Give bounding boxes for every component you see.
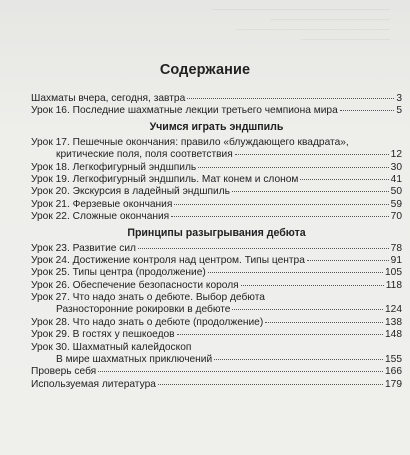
dot-leader bbox=[235, 154, 389, 155]
dot-leader bbox=[177, 334, 383, 335]
toc-entry-title: Проверь себя bbox=[31, 366, 97, 378]
toc-entry-page: 148 bbox=[385, 329, 402, 341]
toc-entry-page: 50 bbox=[390, 186, 402, 198]
toc-entry-title: Урок 23. Развитие сил bbox=[31, 242, 136, 254]
dot-leader bbox=[307, 260, 389, 261]
table-of-contents bbox=[31, 93, 402, 391]
dot-leader bbox=[158, 384, 383, 385]
toc-entry-page: 166 bbox=[385, 366, 402, 378]
dot-leader bbox=[174, 204, 388, 205]
toc-entry-page: 59 bbox=[390, 198, 402, 210]
section-heading-endgame: Учимся играть эндшпиль bbox=[149, 120, 284, 133]
page-title: Содержание bbox=[159, 62, 251, 78]
dot-leader bbox=[232, 309, 383, 310]
bleed-through-text: ──────────────────────────────────── ──────────────────────── ─────────────────────────────── ────────────────── bbox=[211, 7, 390, 44]
dot-leader bbox=[241, 285, 384, 286]
dot-leader bbox=[171, 216, 388, 217]
toc-entry-page: 78 bbox=[390, 242, 402, 254]
toc-entry[interactable] bbox=[31, 162, 402, 174]
toc-entry[interactable] bbox=[31, 211, 402, 223]
toc-entry-page: 41 bbox=[390, 173, 402, 185]
dot-leader bbox=[265, 322, 383, 323]
toc-entry-line: Урок 27. Что надо знать о дебюте. Выбор дебюта bbox=[31, 292, 265, 304]
toc-entry-title: Урок 19. Легкофигурный эндшпиль. Мат конем и слоном bbox=[31, 173, 299, 185]
toc-entry[interactable] bbox=[31, 149, 402, 161]
toc-entry-title: Урок 20. Экскурсия в ладейный эндшпиль bbox=[31, 186, 230, 198]
toc-entry-page: 3 bbox=[396, 93, 402, 104]
toc-entry-line: Урок 17. Пешечные окончания: правило «блуждающего квадрата», bbox=[31, 136, 349, 148]
dot-leader bbox=[232, 191, 389, 192]
toc-entry[interactable] bbox=[31, 243, 402, 255]
dot-leader bbox=[187, 98, 394, 99]
toc-entry-page: 179 bbox=[385, 378, 402, 390]
toc-entry[interactable] bbox=[31, 186, 402, 198]
toc-entry-title: Шахматы вчера, сегодня, завтра bbox=[31, 93, 186, 104]
toc-entry[interactable] bbox=[31, 267, 402, 279]
section-heading-opening: Принципы разыгрывания дебюта bbox=[127, 226, 306, 239]
toc-entry-page: 138 bbox=[385, 316, 402, 328]
toc-entry-page: 124 bbox=[385, 304, 402, 316]
toc-entry-page: 30 bbox=[390, 161, 402, 173]
toc-entry-title: Урок 16. Последние шахматные лекции третьего чемпиона мира bbox=[31, 105, 338, 117]
dot-leader bbox=[98, 371, 383, 372]
toc-entry-line: Урок 30. Шахматный калейдоскоп bbox=[31, 341, 192, 353]
toc-entry-page: 70 bbox=[390, 211, 402, 223]
toc-entry[interactable] bbox=[31, 304, 402, 316]
toc-entry-title: Урок 22. Сложные окончания bbox=[31, 211, 170, 223]
toc-entry-title: Урок 28. Что надо знать о дебюте (продолжение) bbox=[31, 316, 264, 328]
dot-leader bbox=[300, 179, 388, 180]
toc-entry-title: Урок 21. Ферзевые окончания bbox=[31, 198, 173, 210]
toc-entry-page: 12 bbox=[390, 149, 402, 161]
toc-entry-page: 91 bbox=[390, 254, 402, 266]
toc-entry[interactable] bbox=[31, 255, 402, 267]
toc-entry[interactable] bbox=[31, 366, 402, 378]
toc-entry[interactable] bbox=[31, 280, 402, 292]
toc-entry-title: Урок 24. Достижение контроля над центром. Типы центра bbox=[31, 254, 305, 266]
toc-entry-page: 5 bbox=[396, 105, 402, 117]
dot-leader bbox=[214, 359, 383, 360]
toc-entry[interactable] bbox=[31, 379, 402, 391]
toc-entry-page: 118 bbox=[385, 279, 402, 291]
dot-leader bbox=[198, 167, 388, 168]
toc-entry[interactable] bbox=[31, 317, 402, 329]
toc-entry-title: Урок 25. Типы центра (продолжение) bbox=[31, 267, 206, 279]
toc-entry-title: Урок 18. Легкофигурный эндшпиль bbox=[31, 161, 197, 173]
toc-entry[interactable] bbox=[31, 354, 402, 366]
toc-entry-title: Урок 29. В гостях у пешкоедов bbox=[31, 329, 175, 341]
toc-entry[interactable] bbox=[31, 174, 402, 186]
toc-entry-page: 155 bbox=[385, 354, 402, 366]
toc-entry[interactable] bbox=[31, 199, 402, 211]
toc-entry-page: 105 bbox=[385, 267, 402, 279]
toc-entry-title: Используемая литература bbox=[31, 378, 156, 390]
toc-entry[interactable] bbox=[31, 93, 402, 105]
toc-entry[interactable] bbox=[31, 329, 402, 341]
toc-entry-title: Урок 26. Обеспечение безопасности короля bbox=[31, 279, 239, 291]
dot-leader bbox=[340, 110, 395, 111]
dot-leader bbox=[138, 248, 389, 249]
dot-leader bbox=[208, 272, 383, 273]
toc-entry[interactable] bbox=[31, 105, 402, 117]
toc-entry-title: Разносторонние рокировки в дебюте bbox=[56, 304, 231, 316]
toc-entry-title: критические поля, поля соответствия bbox=[56, 149, 233, 161]
toc-entry-title: В мире шахматных приключений bbox=[56, 354, 213, 366]
